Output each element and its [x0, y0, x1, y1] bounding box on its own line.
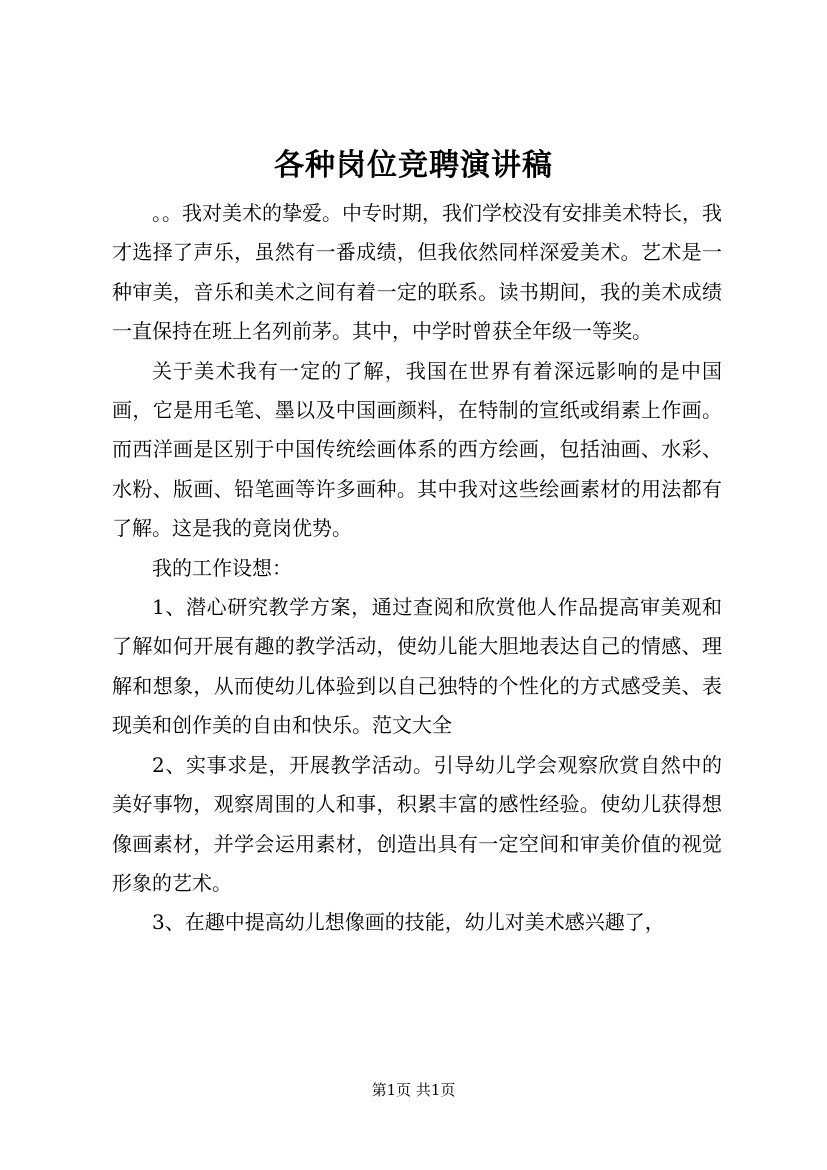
- document-body: [112, 194, 722, 943]
- paragraph: 1、潜心研究教学方案，通过查阅和欣赏他人作品提高审美观和了解如何开展有趣的教学活动，使幼儿能大胆地表达自己的情感、理解和想象，从而使幼儿体验到以自己独特的个性化的方式感受美、表现美和创作美的自由和快乐。范文大全: [112, 595, 722, 738]
- document-title: 各种岗位竞聘演讲稿: [274, 148, 553, 183]
- paragraph: 关于美术我有一定的了解，我国在世界有着深远影响的是中国画，它是用毛笔、墨以及中国画颜料，在特制的宣纸或绢素上作画。而西洋画是区别于中国传统绘画体系的西方绘画，包括油画、水彩、水粉、版画、铅笔画等许多画种。其中我对这些绘画素材的用法都有了解。这是我的竟岗优势。: [112, 358, 722, 541]
- paragraph: 3、在趣中提高幼儿想像画的技能，幼儿对美术感兴趣了，: [152, 910, 665, 935]
- paragraph: 我的工作设想：: [152, 555, 292, 580]
- paragraph: 。。我对美术的挚爱。中专时期，我们学校没有安排美术特长，我才选择了声乐，虽然有一番成绩，但我依然同样深爱美术。艺术是一种审美，音乐和美术之间有着一定的联系。读书期间，我的美术成绩一直保持在班上名列前茅。其中，中学时曾获全年级一等奖。: [112, 201, 722, 344]
- page-footer: 第1页 共1页: [371, 1081, 456, 1099]
- paragraph: 2、实事求是，开展教学活动。引导幼儿学会观察欣赏自然中的美好事物，观察周围的人和事，积累丰富的感性经验。使幼儿获得想像画素材，并学会运用素材，创造出具有一定空间和审美价值的视觉形象的艺术。: [112, 752, 722, 895]
